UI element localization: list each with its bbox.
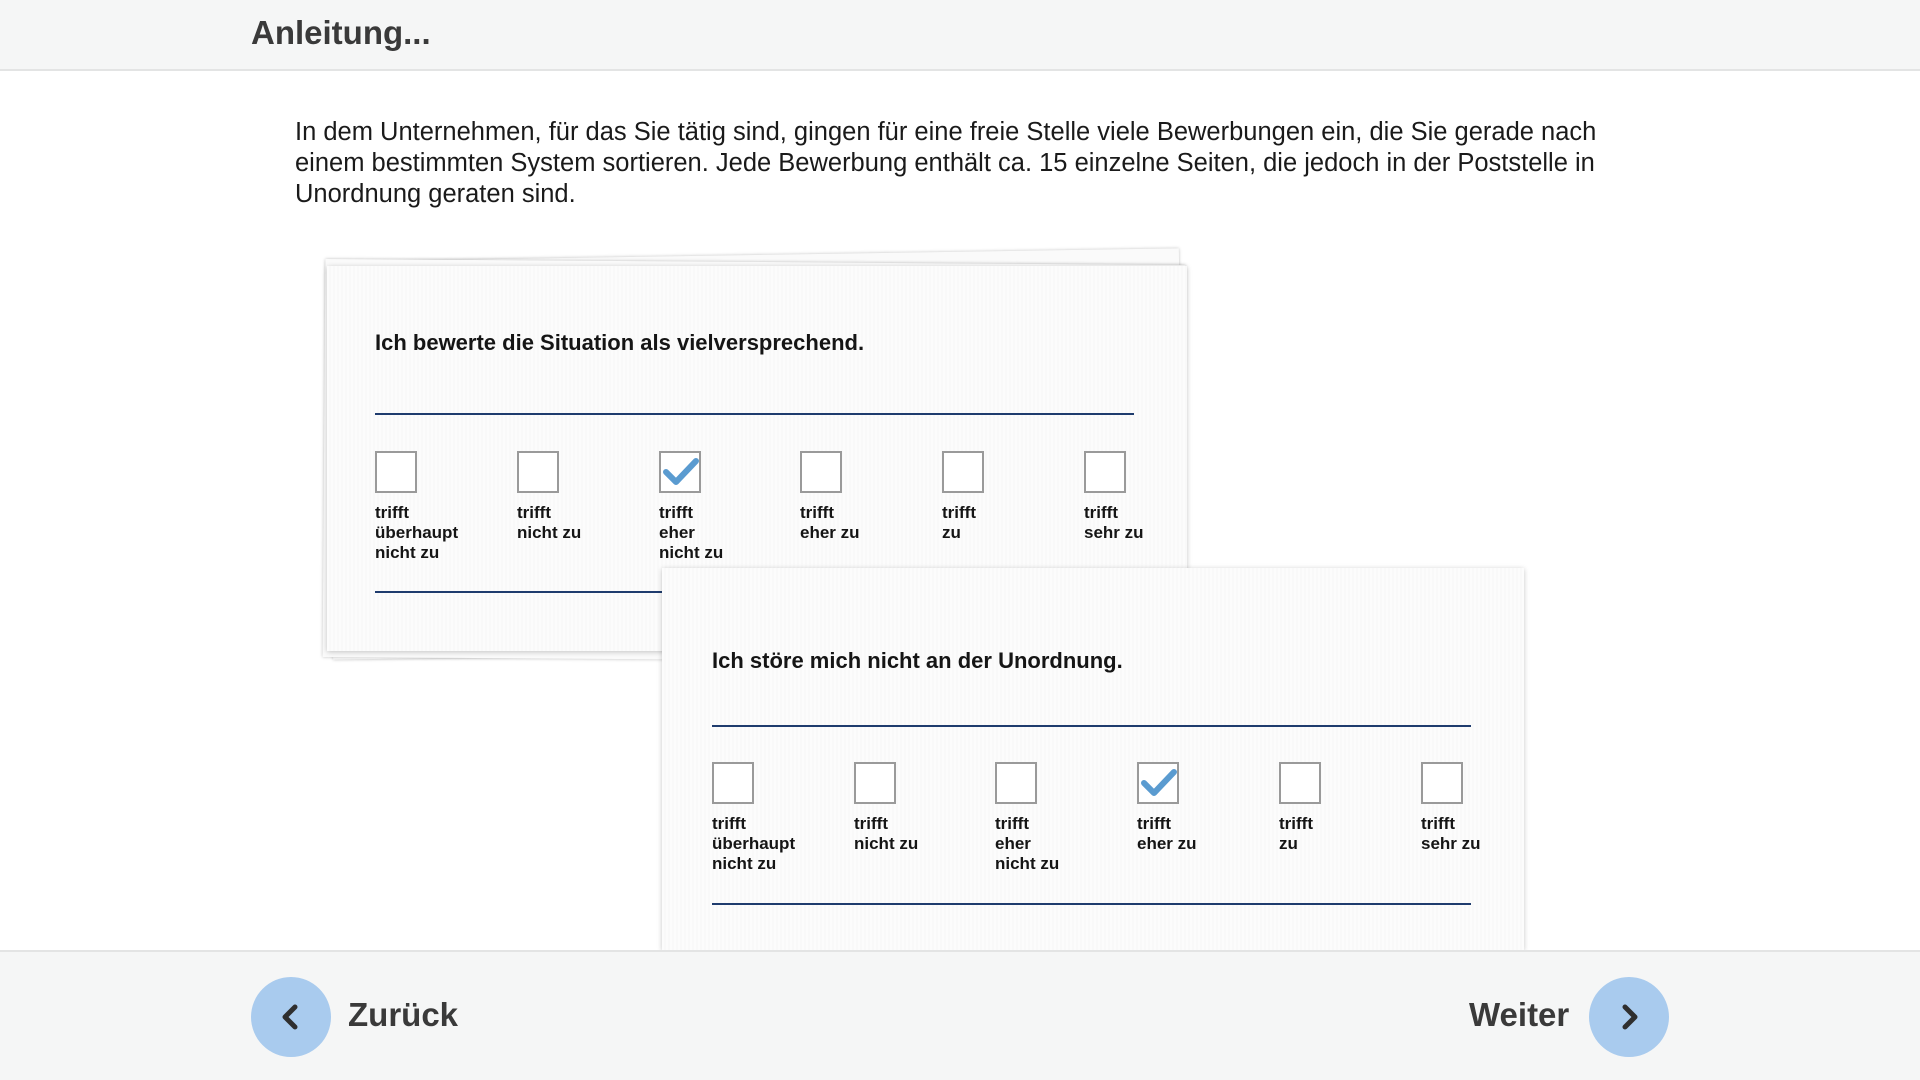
next-label[interactable]: Weiter [1469, 996, 1570, 1033]
top-rule [375, 413, 1134, 415]
checkbox-checked[interactable] [659, 451, 701, 493]
checkbox[interactable] [712, 762, 754, 804]
option-trifft-zu[interactable] [1279, 762, 1399, 854]
option-label: trifft sehr zu [1084, 503, 1144, 542]
chevron-right-icon [1613, 1001, 1645, 1033]
option-trifft-nicht-zu[interactable] [854, 762, 974, 854]
header-bar [0, 0, 1920, 71]
next-button[interactable] [1589, 977, 1669, 1057]
question-card-2 [662, 568, 1524, 950]
option-trifft-sehr-zu[interactable] [1421, 762, 1541, 854]
checkbox[interactable] [1084, 451, 1126, 493]
question-text: Ich bewerte die Situation als vielversprechend. [375, 330, 865, 355]
option-label: trifft überhaupt nicht zu [375, 503, 459, 562]
option-label: trifft eher zu [1137, 814, 1197, 853]
option-label: trifft nicht zu [517, 503, 582, 542]
checkmark-icon [663, 457, 699, 487]
option-trifft-eher-zu[interactable] [1137, 762, 1257, 854]
option-label: trifft eher zu [800, 503, 860, 542]
option-label: trifft sehr zu [1421, 814, 1481, 853]
checkbox[interactable] [517, 451, 559, 493]
bottom-rule [712, 903, 1471, 905]
checkbox[interactable] [1279, 762, 1321, 804]
question-text: Ich störe mich nicht an der Unordnung. [712, 648, 1123, 673]
option-trifft-eher-nicht-zu[interactable] [659, 451, 779, 563]
top-rule [712, 725, 1471, 727]
footer-bar [0, 950, 1920, 1080]
option-trifft-eher-nicht-zu[interactable] [995, 762, 1115, 874]
option-trifft-zu[interactable] [942, 451, 1062, 543]
option-trifft-eher-zu[interactable] [800, 451, 920, 543]
option-trifft-ueberhaupt-nicht-zu[interactable] [375, 451, 495, 563]
checkbox[interactable] [995, 762, 1037, 804]
checkbox[interactable] [800, 451, 842, 493]
option-label: trifft überhaupt nicht zu [712, 814, 796, 873]
option-trifft-sehr-zu[interactable] [1084, 451, 1204, 543]
checkbox[interactable] [854, 762, 896, 804]
checkbox[interactable] [1421, 762, 1463, 804]
checkmark-icon [1141, 768, 1177, 798]
option-trifft-ueberhaupt-nicht-zu[interactable] [712, 762, 832, 874]
option-label: trifft zu [1279, 814, 1313, 853]
option-trifft-nicht-zu[interactable] [517, 451, 637, 543]
checkbox[interactable] [942, 451, 984, 493]
option-label: trifft nicht zu [854, 814, 919, 853]
option-label: trifft eher nicht zu [995, 814, 1060, 873]
option-label: trifft eher nicht zu [659, 503, 724, 562]
intro-text: In dem Unternehmen, für das Sie tätig sind, gingen für eine freie Stelle viele Bewerbungen ein, die Sie gerade nach einem bestimmten System sortieren. Jede Bewerbung enthält ca. 15 einzelne Seiten, die jedoch in der Poststelle in Unordnung geraten sind. [295, 118, 1597, 208]
back-button[interactable] [251, 977, 331, 1057]
option-label: trifft zu [942, 503, 976, 542]
back-label[interactable]: Zurück [348, 996, 459, 1033]
checkbox-checked[interactable] [1137, 762, 1179, 804]
checkbox[interactable] [375, 451, 417, 493]
chevron-left-icon [275, 1001, 307, 1033]
page-title: Anleitung... [251, 14, 431, 51]
